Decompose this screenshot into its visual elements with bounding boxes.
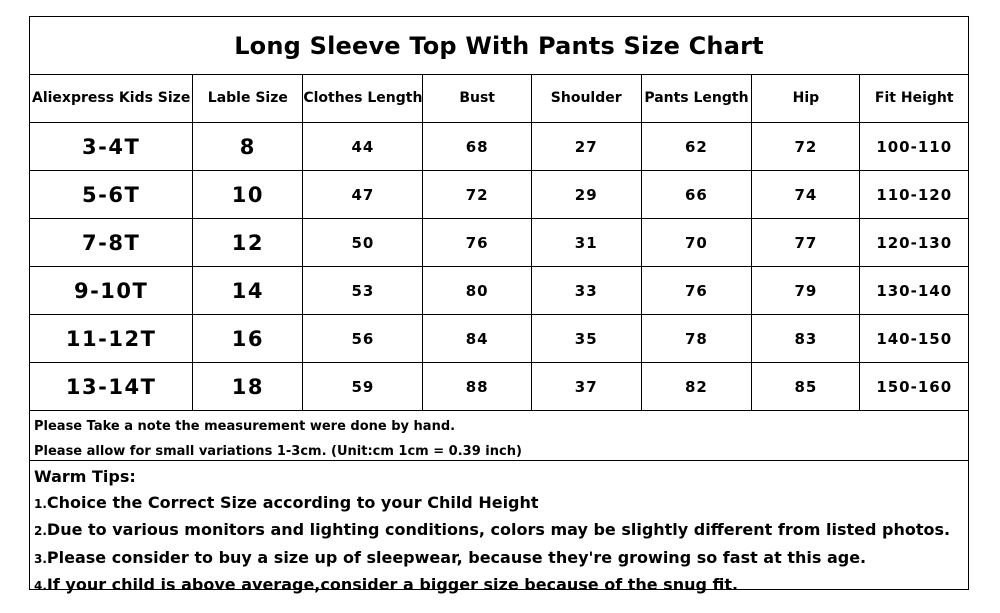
note-variations-unit: Please allow for small variations 1-3cm. (Unit:cm 1cm = 0.39 inch) [34,444,522,459]
cell-fit-height: 120-130 [860,219,968,267]
header-bust: Bust [423,74,531,123]
cell-pants-length: 76 [641,267,752,315]
cell-clothes-length: 50 [303,219,423,267]
cell-hip: 74 [752,171,860,219]
tip-item [34,490,964,518]
header-pants-length: Pants Length [641,74,752,123]
tip-item [34,517,964,545]
cell-kids-size: 5-6T [30,171,193,219]
cell-bust: 84 [423,315,531,363]
cell-shoulder: 31 [531,219,641,267]
cell-kids-size: 11-12T [30,315,193,363]
warm-tips-heading: Warm Tips: [34,467,136,486]
tip-text: Due to various monitors and lighting conditions, colors may be slightly different from listed photos. [46,520,951,539]
tip-number: 4. [34,579,47,593]
cell-fit-height: 140-150 [860,315,968,363]
cell-bust: 80 [423,267,531,315]
cell-pants-length: 66 [641,171,752,219]
cell-hip: 85 [752,363,860,411]
tip-number: 1. [34,496,47,511]
cell-hip: 79 [752,267,860,315]
cell-shoulder: 27 [531,123,641,171]
table-row [30,171,968,219]
cell-hip: 77 [752,219,860,267]
tip-item [34,572,964,600]
cell-clothes-length: 47 [303,171,423,219]
table-row [30,219,968,267]
cell-hip: 83 [752,315,860,363]
cell-bust: 76 [423,219,531,267]
cell-shoulder: 29 [531,171,641,219]
cell-pants-length: 70 [641,219,752,267]
header-shoulder: Shoulder [531,74,641,123]
size-table [30,74,968,411]
size-chart-frame [29,16,969,594]
cell-clothes-length: 56 [303,315,423,363]
title-row [30,17,968,75]
table-row [30,363,968,411]
cell-label-size: 18 [193,363,303,411]
cell-bust: 88 [423,363,531,411]
cell-hip: 72 [752,123,860,171]
cell-pants-length: 78 [641,315,752,363]
cell-label-size: 10 [193,171,303,219]
header-lable-size: Lable Size [193,74,303,123]
cell-bust: 68 [423,123,531,171]
cell-clothes-length: 53 [303,267,423,315]
cell-label-size: 14 [193,267,303,315]
cell-kids-size: 9-10T [30,267,193,315]
cell-fit-height: 110-120 [860,171,968,219]
table-row [30,267,968,315]
note-measurement-by-hand: Please Take a note the measurement were done by hand. [34,419,456,434]
table-header-row [30,74,968,123]
tip-text: If your child is above average,consider a bigger size because of the snug fit. [46,575,739,594]
cell-kids-size: 13-14T [30,363,193,411]
header-fit-height: Fit Height [860,74,968,123]
measurement-notes [30,410,968,461]
tip-text: Please consider to buy a size up of sleepwear, because they're growing so fast at this age. [46,547,867,567]
cell-label-size: 8 [193,123,303,171]
cell-shoulder: 35 [531,315,641,363]
tip-item [34,545,964,573]
cell-pants-length: 62 [641,123,752,171]
cell-kids-size: 3-4T [30,123,193,171]
chart-title: Long Sleeve Top With Pants Size Chart [234,31,764,60]
cell-label-size: 12 [193,219,303,267]
cell-fit-height: 150-160 [860,363,968,411]
header-hip: Hip [752,74,860,123]
cell-shoulder: 37 [531,363,641,411]
cell-clothes-length: 59 [303,363,423,411]
cell-bust: 72 [423,171,531,219]
header-clothes-length: Clothes Length [303,74,423,123]
table-row [30,315,968,363]
cell-fit-height: 130-140 [860,267,968,315]
warm-tips [30,461,968,600]
header-aliexpress-kids-size: Aliexpress Kids Size [30,74,193,123]
cell-fit-height: 100-110 [860,123,968,171]
table-row [30,123,968,171]
cell-shoulder: 33 [531,267,641,315]
tip-text: Choice the Correct Size according to your Child Height [46,492,539,512]
cell-kids-size: 7-8T [30,219,193,267]
tip-number: 2. [34,524,47,538]
cell-clothes-length: 44 [303,123,423,171]
tip-number: 3. [34,551,47,566]
cell-label-size: 16 [193,315,303,363]
cell-pants-length: 82 [641,363,752,411]
